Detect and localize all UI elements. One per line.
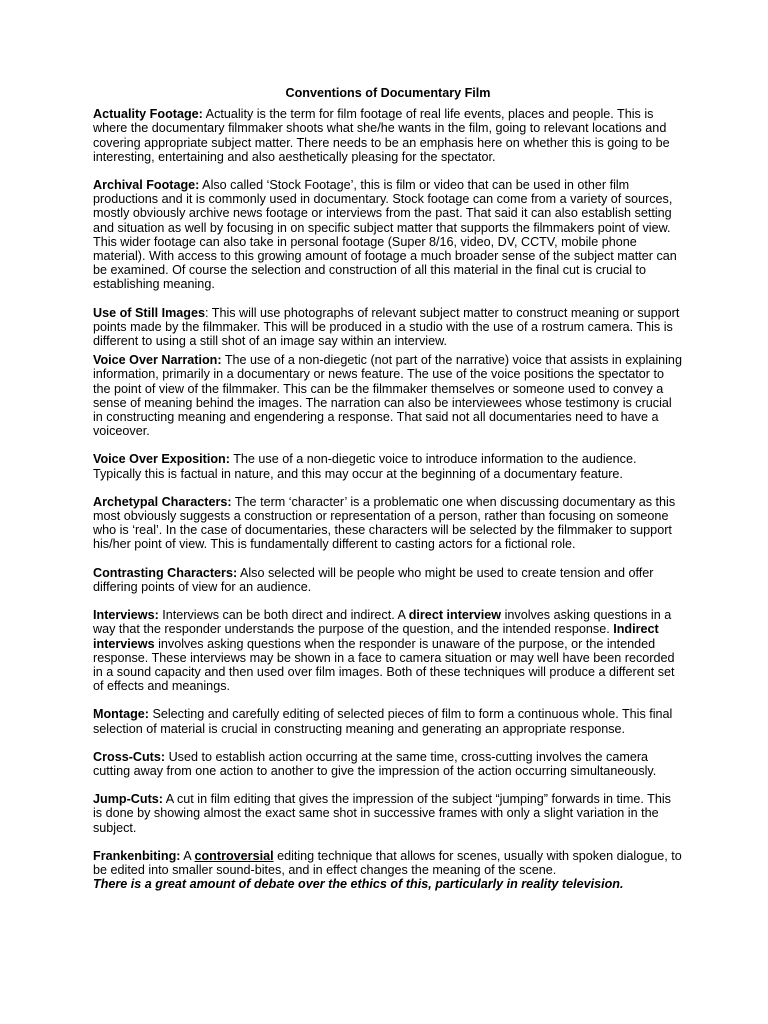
definition-interviews-part-2: involves asking questions in a way that the responder understands the purpose of the question, and the intended response. bbox=[93, 608, 672, 637]
term-actuality-footage: Actuality Footage: bbox=[93, 107, 203, 122]
frankenbiting-emphasis: There is a great amount of debate over the ethics of this, particularly in reality television. bbox=[93, 877, 624, 892]
definition-interviews-part-1: Interviews can be both direct and indirect. A bbox=[158, 608, 409, 623]
entry-archival-footage bbox=[93, 178, 683, 292]
definition-frankenbiting-part-1: A bbox=[180, 848, 195, 863]
term-indirect-interviews: Indirect interviews bbox=[93, 622, 659, 651]
definition-archival-footage: Also called ‘Stock Footage’, this is film or video that can be used in other film productions and it is commonly used in documentary. Stock footage can come from a variety of sources, mostly obviously archive news footage or interviews from the past. That said it can also establish setting and situation as well by focusing in on specific subject matter that supports the filmmakers point of view. This wider footage can also take in personal footage (Super 8/16, video, DV, CCTV, mobile phone material). With access to this growing amount of footage a much broader sense of the subject matter can be examined. Of course the selection and construction of all this material in the final cut is crucial to establishing meaning. bbox=[93, 178, 677, 292]
term-archetypal-characters: Archetypal Characters: bbox=[93, 494, 232, 509]
entry-cross-cuts bbox=[93, 750, 683, 778]
definition-archetypal-characters: The term ‘character’ is a problematic one when discussing documentary as this most obviously suggests a construction or representation of a person, rather than focusing on someone who is ‘real’. In the case of documentaries, these characters will be selected by the filmmaker to support his/her point of view. This is fundamentally different to casting actors for a fictional role. bbox=[93, 494, 676, 552]
definition-frankenbiting-part-2: editing technique that allows for scenes, usually with spoken dialogue, to be edited into smaller sound-bites, and in effect changes the meaning of the scene. bbox=[93, 848, 682, 877]
definition-jump-cuts: A cut in film editing that gives the impression of the subject “jumping” forwards in time. This is done by showing almost the exact same shot in successive frames with only a slight variation in the subject. bbox=[93, 792, 671, 835]
term-still-images: Use of Still Images bbox=[93, 305, 205, 320]
definition-still-images: : This will use photographs of relevant subject matter to construct meaning or support points made by the filmmaker. This will be produced in a studio with the use of a rostrum camera. This is different to using a still shot of an image say within an interview. bbox=[93, 305, 680, 349]
page-title: Conventions of Documentary Film bbox=[285, 86, 491, 100]
entry-voice-over-narration bbox=[93, 353, 683, 438]
term-jump-cuts: Jump-Cuts: bbox=[93, 792, 163, 807]
entry-archetypal-characters bbox=[93, 495, 683, 552]
term-voice-over-narration: Voice Over Narration: bbox=[93, 353, 222, 368]
definition-voice-over-narration: The use of a non-diegetic (not part of the narrative) voice that assists in explaining information, primarily in a documentary or news feature. The use of the voice positions the spectator to the point of view of the filmmaker. This can be the filmmaker themselves or someone used to convey a sense of meaning behind the images. The narration can also be interviewees whose testimony is crucial in constructing meaning and engendering a response. That said not all documentaries need to have a voiceover. bbox=[93, 353, 682, 439]
term-voice-over-exposition: Voice Over Exposition: bbox=[93, 452, 230, 467]
term-direct-interview: direct interview bbox=[408, 608, 502, 623]
definition-cross-cuts: Used to establish action occurring at the same time, cross-cutting involves the camera cutting away from one action to another to give the impression of the action occurring simultaneously. bbox=[93, 749, 657, 778]
definition-montage: Selecting and carefully editing of selected pieces of film to form a continuous whole. This final selection of material is crucial in constructing meaning and generating an appropriate response. bbox=[93, 707, 673, 736]
entry-actuality-footage bbox=[93, 107, 683, 164]
underlined-controversial: controversial bbox=[194, 848, 274, 863]
entry-montage bbox=[93, 707, 683, 735]
term-cross-cuts: Cross-Cuts: bbox=[93, 749, 166, 764]
entry-voice-over-exposition bbox=[93, 452, 683, 480]
entry-frankenbiting bbox=[93, 849, 683, 892]
term-montage: Montage: bbox=[93, 707, 149, 722]
definition-interviews-part-3: involves asking questions when the responder is unaware of the purpose, or the intended response. These interviews may be shown in a face to camera situation or may well have been recorded in a sound capacity and then used over film images. Both of these techniques will produce a different set of effects and meanings. bbox=[93, 636, 675, 694]
term-frankenbiting: Frankenbiting: bbox=[93, 848, 181, 863]
entry-jump-cuts bbox=[93, 792, 683, 835]
term-archival-footage: Archival Footage: bbox=[93, 178, 200, 193]
entry-still-images bbox=[93, 306, 683, 349]
document-page bbox=[93, 86, 683, 891]
entry-interviews bbox=[93, 608, 683, 693]
term-interviews: Interviews: bbox=[93, 608, 159, 623]
term-contrasting-characters: Contrasting Characters: bbox=[93, 565, 238, 580]
entry-contrasting-characters bbox=[93, 566, 683, 594]
definition-contrasting-characters: Also selected will be people who might be used to create tension and offer differing points of view for an audience. bbox=[93, 565, 654, 594]
definition-voice-over-exposition: The use of a non-diegetic voice to introduce information to the audience. Typically this is factual in nature, and this may occur at the beginning of a documentary feature. bbox=[93, 452, 637, 481]
definition-actuality-footage: Actuality is the term for film footage of real life events, places and people. This is where the documentary filmmaker shoots what she/he wants in the film, going to relevant locations and covering appropriate subject matter. There needs to be an emphasis here on whether this is going to be interesting, entertaining and also aesthetically pleasing for the spectator. bbox=[93, 107, 670, 164]
